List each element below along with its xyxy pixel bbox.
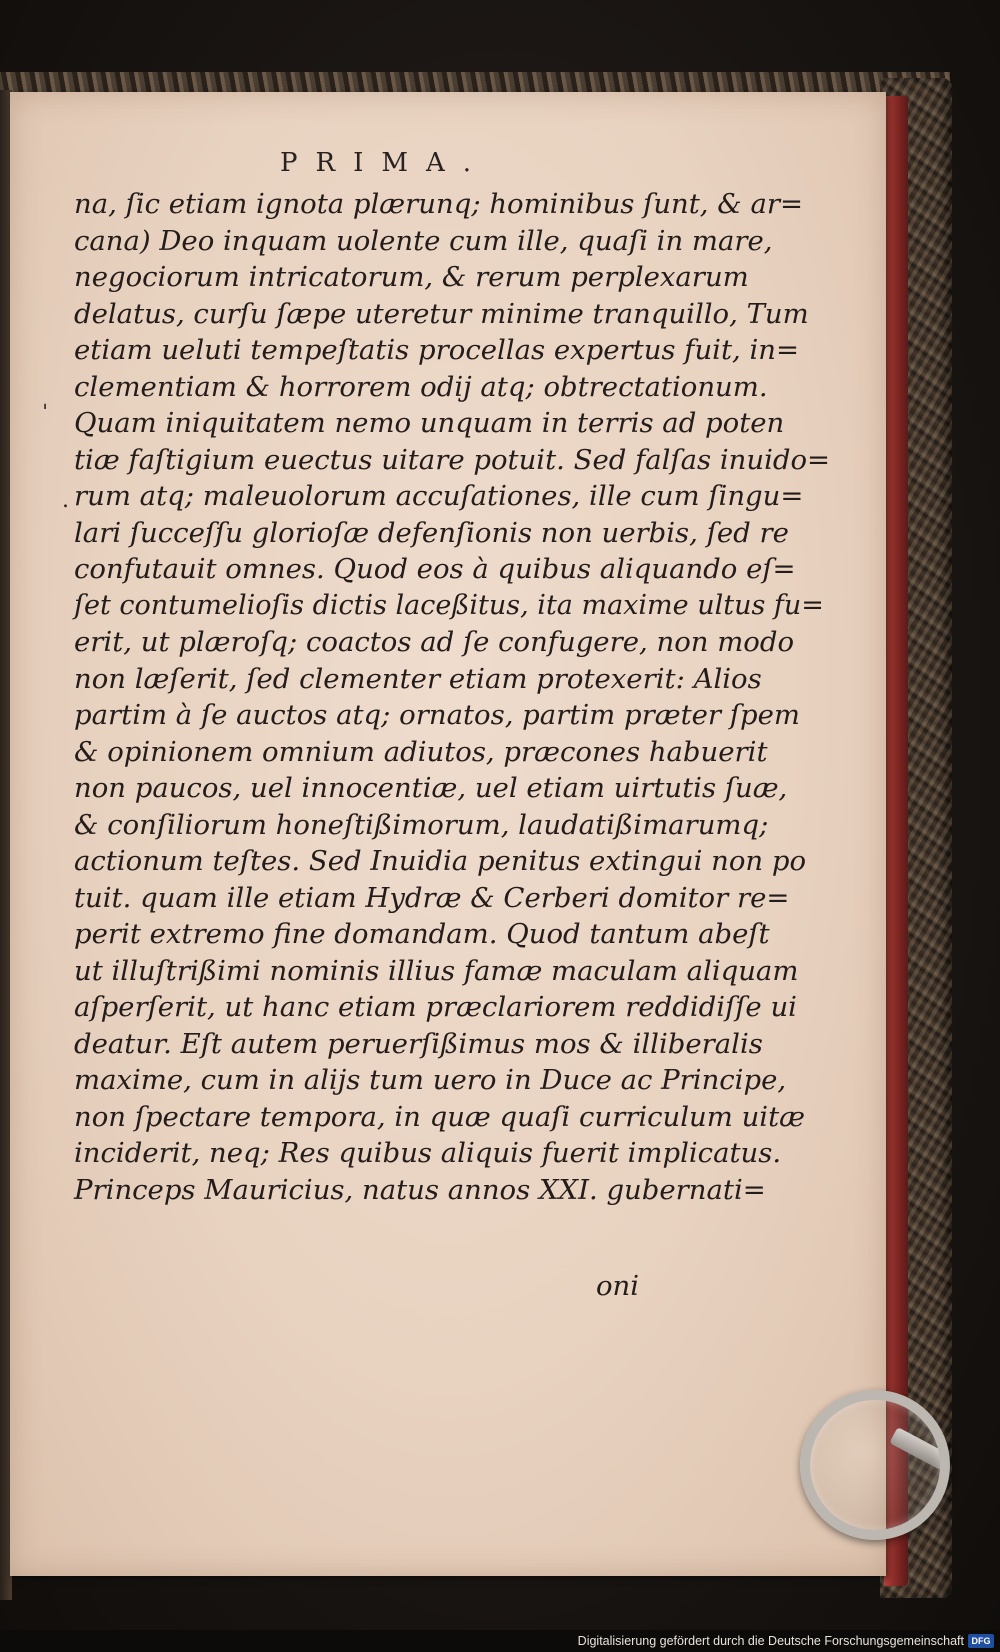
red-page-edge bbox=[884, 96, 908, 1586]
margin-dot: . bbox=[62, 488, 69, 513]
text-line: Princeps Mauricius, natus annos XXI. gubernati= bbox=[74, 1173, 766, 1206]
text-line: partim à ſe auctos atq; ornatos, partim præter ſpem bbox=[74, 699, 800, 731]
text-line: na, ſic etiam ignota plærunq; hominibus ſunt, & ar= bbox=[74, 188, 804, 220]
text-line: deatur. Eſt autem peruerſißimus mos & illiberalis bbox=[74, 1027, 763, 1060]
text-line: inciderit, neq; Res quibus aliquis fuerit implicatus. bbox=[74, 1137, 782, 1169]
text-line: delatus, curſu ſæpe uteretur minime tranquillo, Tum bbox=[74, 297, 809, 330]
text-line: non læſerit, ſed clementer etiam protexerit: Alios bbox=[74, 662, 762, 695]
running-head: PRIMA. bbox=[280, 148, 490, 178]
text-line: negociorum intricatorum, & rerum perplexarum bbox=[74, 261, 749, 293]
catchword: oni bbox=[596, 1270, 640, 1302]
text-line: non ſpectare tempora, in quæ quaſi curriculum uitæ bbox=[74, 1100, 805, 1133]
text-line: perit extremo fine domandam. Quod tantum abeſt bbox=[74, 918, 770, 950]
text-line: aſperſerit, ut hanc etiam præclariorem reddidiſſe ui bbox=[74, 991, 797, 1023]
text-line: Quam iniquitatem nemo unquam in terris ad poten bbox=[74, 407, 785, 439]
text-line: & conſiliorum honeſtißimorum, laudatißimarumq; bbox=[74, 808, 769, 841]
text-line: confutauit omnes. Quod eos à quibus aliquando eſ= bbox=[74, 553, 796, 585]
main-text-block bbox=[74, 186, 831, 1208]
text-line: ſet contumelioſis dictis laceßitus, ita maxime ultus fu= bbox=[74, 589, 824, 621]
text-line: clementiam & horrorem odij atq; obtrectationum. bbox=[74, 370, 768, 403]
text-line: etiam ueluti tempeſtatis procellas expertus fuit, in= bbox=[74, 334, 800, 366]
margin-mark: ˈ bbox=[42, 402, 49, 427]
text-line: ut illuſtrißimi nominis illius famæ maculam aliquam bbox=[74, 954, 799, 987]
text-line: rum atq; maleuolorum accuſationes, ille cum ſingu= bbox=[74, 480, 804, 512]
text-line: erit, ut plæroſq; coactos ad ſe confugere, non modo bbox=[74, 626, 794, 658]
dfg-logo: DFG bbox=[968, 1634, 994, 1648]
footer-bar bbox=[0, 1630, 1000, 1652]
text-line: tiæ faſtigium euectus uitare potuit. Sed falſas inuido= bbox=[74, 443, 831, 476]
text-line: cana) Deo inquam uolente cum ille, quaſi in mare, bbox=[74, 224, 773, 257]
text-line: tuit. quam ille etiam Hydræ & Cerberi domitor re= bbox=[74, 881, 790, 914]
text-line: maxime, cum in alijs tum uero in Duce ac Principe, bbox=[74, 1064, 787, 1096]
magnifier-loupe bbox=[800, 1390, 950, 1540]
book-page bbox=[10, 92, 886, 1576]
text-line: actionum teſtes. Sed Inuidia penitus extingui non po bbox=[74, 845, 807, 877]
text-line: & opinionem omnium adiutos, præcones habuerit bbox=[74, 735, 768, 768]
funding-credit: Digitalisierung gefördert durch die Deutsche Forschungsgemeinschaft bbox=[577, 1634, 964, 1648]
text-line: lari ſucceſſu glorioſæ defenſionis non uerbis, ſed re bbox=[74, 516, 789, 549]
text-line: non paucos, uel innocentiæ, uel etiam uirtutis ſuæ, bbox=[74, 772, 788, 804]
